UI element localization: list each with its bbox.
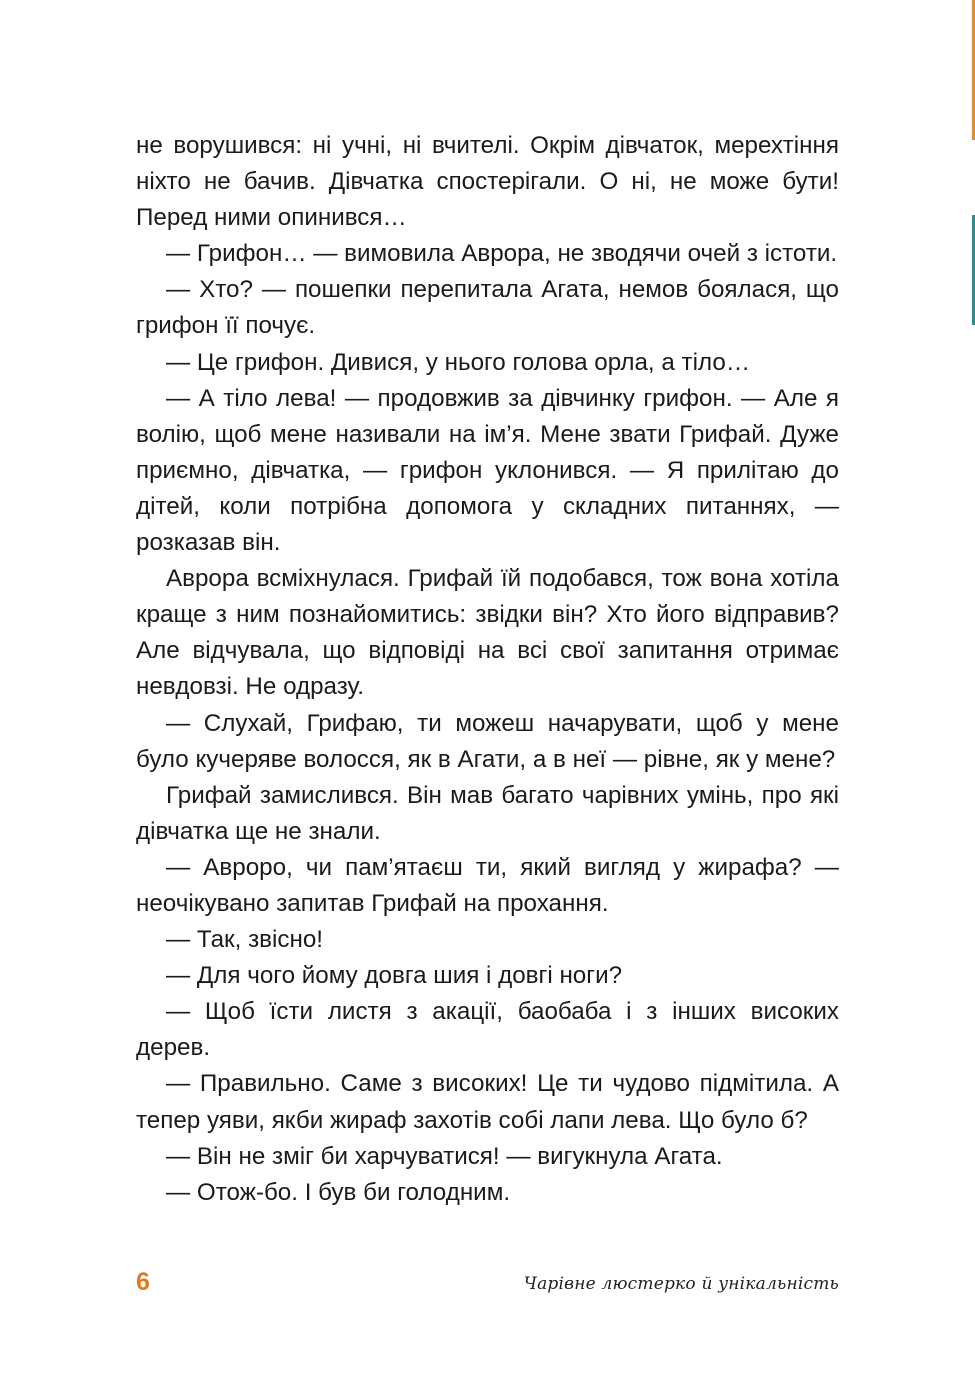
paragraph: — Так, звісно! (166, 926, 324, 954)
paragraph: — Щоб їсти листя з акації, баобаба і з інших високих дерев. (136, 998, 839, 1062)
paragraph: — Він не зміг би харчуватися! — вигукнула Агата. (166, 1142, 723, 1170)
body-text (136, 128, 839, 1211)
paragraph: Грифай замислився. Він мав багато чарівних умінь, про які дівчатка ще не знали. (136, 781, 839, 845)
paragraph: — Слухай, Грифаю, ти можеш начарувати, щоб у мене було кучеряве волосся, як в Агати, а в неї — рівне, як у мене? (136, 709, 839, 773)
paragraph: — Отож-бо. І був би голодним. (166, 1178, 511, 1206)
paragraph: — А тіло лева! — продовжив за дівчинку грифон. — Але я волію, щоб мене називали на ім’я. Мене звати Грифай. Дуже приємно, дівчатка, — грифон уклонився. — Я прилітаю до дітей, коли потрібна допомога у складних питаннях, — розказав він. (136, 384, 839, 557)
paragraph: — Авроро, чи пам’ятаєш ти, який вигляд у жирафа? — неочікувано запитав Грифай на прохання. (136, 853, 839, 917)
paragraph: — Це грифон. Дивися, у нього голова орла, а тіло… (166, 348, 751, 376)
paragraph: — Хто? — пошепки перепитала Агата, немов боялася, що грифон її почує. (136, 276, 839, 340)
page-number: 6 (136, 1268, 150, 1296)
running-title: Чарівне люстерко й унікальність (523, 1274, 839, 1294)
paragraph: — Грифон… — вимовила Аврора, не зводячи очей з істоти. (166, 240, 838, 268)
paragraph: Аврора всміхнулася. Грифай їй подобався, тож вона хотіла краще з ним познайомитись: звідки він? Хто його відправив? Але відчувала, що відповіді на всі свої запитання отримає невдовзі. Не одразу. (136, 565, 839, 701)
paragraph: не ворушився: ні учні, ні вчителі. Окрім дівчаток, мерехтіння ніхто не бачив. Дівчатка спостерігали. О ні, не може бути! Перед ними опинився… (136, 132, 839, 232)
paragraph: — Правильно. Саме з високих! Це ти чудово підмітила. А тепер уяви, якби жираф захотів собі лапи лева. Що було б? (136, 1070, 839, 1134)
paragraph: — Для чого йому довга шия і довгі ноги? (166, 962, 623, 990)
